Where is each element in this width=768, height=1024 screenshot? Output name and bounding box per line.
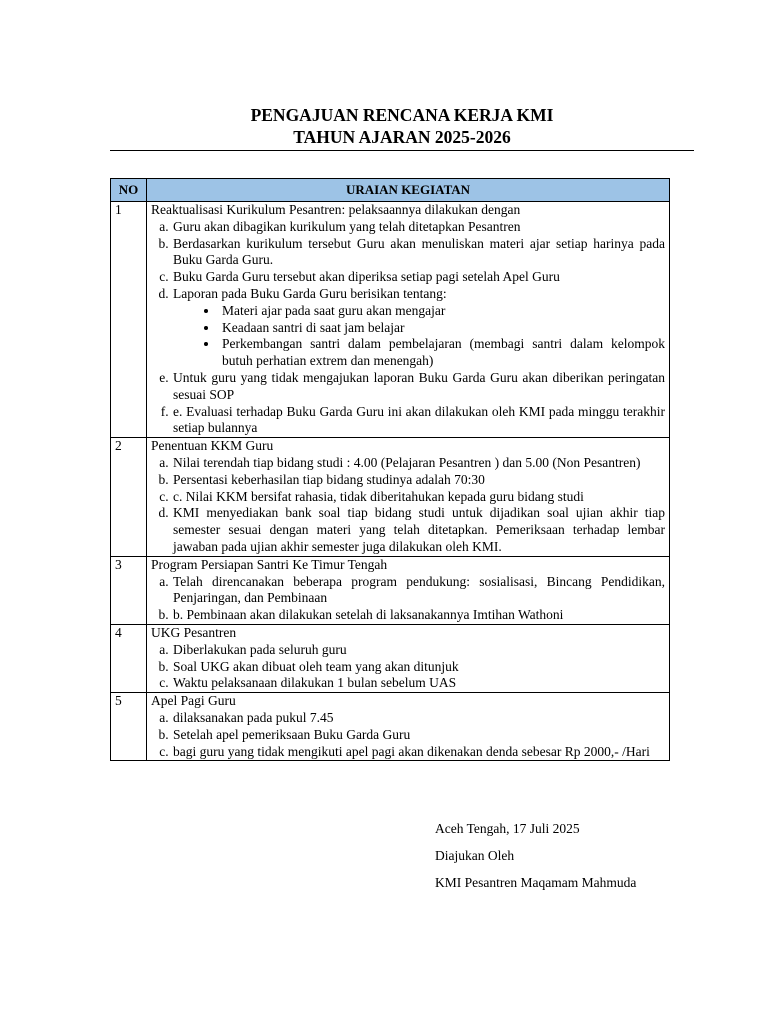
row-content (147, 624, 670, 692)
title-line-1: PENGAJUAN RENCANA KERJA KMI (250, 105, 554, 125)
table-row (111, 556, 670, 624)
row-number: 1 (111, 202, 147, 438)
bullet-item: • Perkembangan santri dalam pembelajaran (membagi santri dalam kelompok butuh perhatian extrem dan menengah) (219, 336, 665, 370)
list-item: a. Nilai terendah tiap bidang studi : 4.00 (Pelajaran Pesantren ) dan 5.00 (Non Pesantren) (172, 455, 665, 472)
signature-block (435, 820, 636, 901)
list-item-text: Laporan pada Buku Garda Guru berisikan tentang: (173, 285, 447, 301)
header-no: NO (111, 179, 147, 202)
list-item: b. Berdasarkan kurikulum tersebut Guru akan menuliskan materi ajar setiap harinya pada Buku Garda Guru. (172, 236, 665, 270)
table-header-row (111, 179, 670, 202)
item-list (151, 455, 665, 556)
item-list (151, 219, 665, 437)
list-item: c. bagi guru yang tidak mengikuti apel pagi akan dikenakan denda sebesar Rp 2000,- /Hari (172, 744, 665, 761)
table-row (111, 624, 670, 692)
row-number: 4 (111, 624, 147, 692)
row-number: 3 (111, 556, 147, 624)
table-row (111, 438, 670, 557)
section-title: Apel Pagi Guru (151, 693, 236, 709)
item-list (151, 574, 665, 624)
table-row (111, 693, 670, 761)
list-item (172, 286, 665, 370)
bullet-list (173, 303, 665, 370)
place-date: Aceh Tengah, 17 Juli 2025 (435, 821, 580, 836)
bullet-item: • Materi ajar pada saat guru akan mengajar (219, 303, 665, 320)
row-content (147, 556, 670, 624)
list-item: c. c. Nilai KKM bersifat rahasia, tidak diberitahukan kepada guru bidang studi (172, 489, 665, 506)
list-item: b. b. Pembinaan akan dilakukan setelah di laksanakannya Imtihan Wathoni (172, 607, 665, 624)
list-item: f. e. Evaluasi terhadap Buku Garda Guru ini akan dilakukan oleh KMI pada minggu terakhir setiap bulannya (172, 404, 665, 438)
row-content (147, 202, 670, 438)
submitted-by: Diajukan Oleh (435, 848, 515, 863)
list-item: e. Untuk guru yang tidak mengajukan laporan Buku Garda Guru akan diberikan peringatan sesuai SOP (172, 370, 665, 404)
list-item: d. KMI menyediakan bank soal tiap bidang studi untuk dijadikan soal ujian akhir tiap semester sesuai dengan materi yang telah ditetapkan. Pemeriksaan terhadap lembar jawaban pada ujian akhir semester juga dilakukan oleh KMI. (172, 505, 665, 555)
section-title: Penentuan KKM Guru (151, 438, 274, 454)
section-title: UKG Pesantren (151, 624, 237, 640)
table-row (111, 202, 670, 438)
list-item: a. dilaksanakan pada pukul 7.45 (172, 710, 665, 727)
section-title: Program Persiapan Santri Ke Timur Tengah (151, 556, 388, 572)
list-item: c. Buku Garda Guru tersebut akan diperiksa setiap pagi setelah Apel Guru (172, 269, 665, 286)
document-title (110, 104, 694, 151)
item-list (151, 642, 665, 692)
list-item: a. Telah direncanakan beberapa program pendukung: sosialisasi, Bincang Pendidikan, Penjaringan, dan Pembinaan (172, 574, 665, 608)
list-item: b. Persentasi keberhasilan tiap bidang studinya adalah 70:30 (172, 472, 665, 489)
list-item: a. Guru akan dibagikan kurikulum yang telah ditetapkan Pesantren (172, 219, 665, 236)
row-number: 2 (111, 438, 147, 557)
row-content (147, 693, 670, 761)
institution-name: KMI Pesantren Maqamam Mahmuda (435, 875, 637, 890)
list-item: c. Waktu pelaksanaan dilakukan 1 bulan sebelum UAS (172, 675, 665, 692)
item-list (151, 710, 665, 760)
list-item: b. Setelah apel pemeriksaan Buku Garda Guru (172, 727, 665, 744)
header-uraian: URAIAN KEGIATAN (147, 179, 670, 202)
work-plan-table (110, 178, 670, 761)
row-content (147, 438, 670, 557)
title-line-2: TAHUN AJARAN 2025-2026 (293, 127, 511, 147)
bullet-item: • Keadaan santri di saat jam belajar (219, 320, 665, 337)
row-number: 5 (111, 693, 147, 761)
list-item: b. Soal UKG akan dibuat oleh team yang akan ditunjuk (172, 659, 665, 676)
list-item: a. Diberlakukan pada seluruh guru (172, 642, 665, 659)
section-title: Reaktualisasi Kurikulum Pesantren: pelaksaannya dilakukan dengan (151, 202, 521, 217)
